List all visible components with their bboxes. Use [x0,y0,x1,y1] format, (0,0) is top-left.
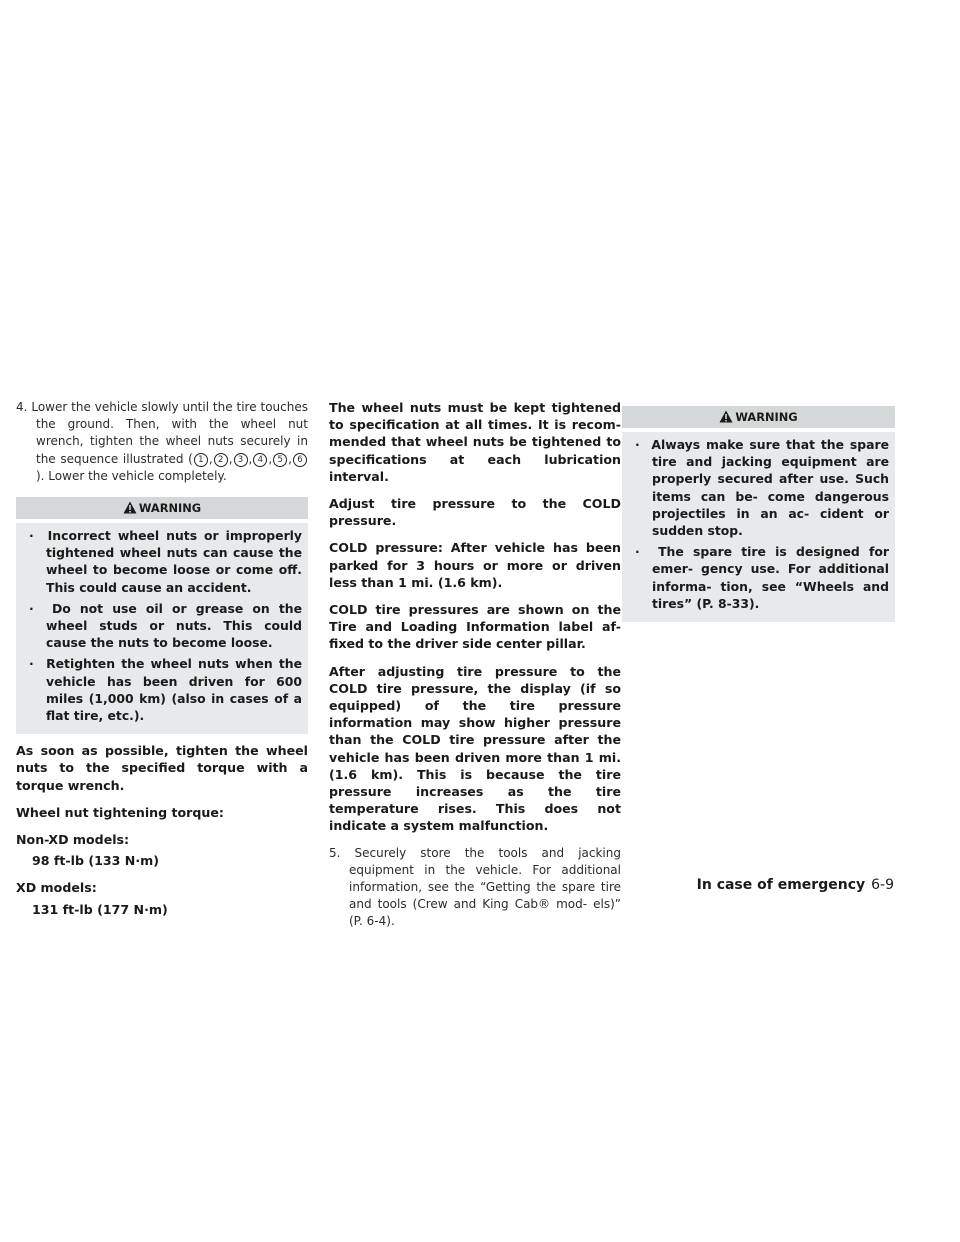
column-2 [329,399,621,941]
nonxd-label: Non-XD models: [16,832,130,848]
circled-number-icon: 6 [293,453,307,467]
column-1 [16,399,308,928]
circled-number-icon: 5 [273,453,287,467]
warning-triangle-icon [719,410,733,423]
warning-item: · Incorrect wheel nuts or improperly tightened wheel nuts can cause the wheel to become loose or come off. This could cause an accident. [29,528,302,595]
xd-label: XD models: [16,880,97,896]
warning-header: WARNING [16,497,308,519]
xd-value: 131 ft-lb (177 N·m) [32,901,168,917]
bullet-icon: · [635,544,659,560]
circled-number-icon: 1 [194,453,208,467]
warning-item: · Do not use oil or grease on the wheel studs or nuts. This could cause the nuts to become loose. [29,600,302,651]
column-3 [622,399,895,622]
step-4: 4. Lower the vehicle slowly until the tire touches the ground. Then, with the wheel nut wrench, tighten the wheel nuts securely in the sequence illustrated ( 1 , 2 , 3 , 4 , 5 , 6). Lower the vehicle completely. [16,400,308,483]
warning-item: · Always make sure that the spare tire and jacking equipment are properly secured after use. Such items can be- come dangerous projectiles in an ac- cident or sudden stop. [635,437,889,539]
torque-intro: As soon as possible, tighten the wheel nuts to the specified torque with a torque wrench. [16,743,308,793]
circled-number-icon: 4 [253,453,267,467]
warning-body [622,432,895,622]
paragraph-display-note: After adjusting tire pressure to the COLD tire pressure, the display (if so equipped) of the tire pressure information may show higher pressure than the COLD tire pressure after the vehicle has been driven more than 1 mi. (1.6 km). This is because the tire pressure increases as the tire temperature rises. This does not indicate a system malfunction. [329,663,621,834]
torque-label: Wheel nut tightening torque: [16,804,224,820]
bullet-icon: · [29,656,47,672]
page-number: 6-9 [871,877,894,893]
warning-item: · Retighten the wheel nuts when the vehicle has been driven for 600 miles (1,000 km) (also in cases of a flat tire, etc.). [29,656,302,724]
warning-item: · The spare tire is designed for emer- gency use. For additional informa- tion, see “Wheels and tires” (P. 8-33). [635,544,890,611]
nonxd-value: 98 ft-lb (133 N·m) [32,853,159,869]
bullet-icon: · [635,437,652,452]
paragraph-tightened: The wheel nuts must be kept tightened to specification at all times. It is recom- mended that wheel nuts be tightened to specifications at each lubrication interval. [329,400,621,484]
footer-section: In case of emergency [696,877,866,893]
warning-header: WARNING [622,406,895,428]
bullet-icon: · [29,600,52,616]
paragraph-adjust-pressure: Adjust tire pressure to the COLD pressure. [329,496,621,529]
bullet-icon: · [29,528,48,544]
circled-number-icon: 2 [214,453,228,467]
step-5: 5. Securely store the tools and jacking equipment in the vehicle. For additional information, see the “Getting the spare tire and tools (Crew and King Cab® mod- els)” (P. 6-4). [329,845,621,929]
paragraph-cold-pressure: COLD pressure: After vehicle has been parked for 3 hours or more or driven less than 1 mi. (1.6 km). [329,540,621,590]
page-footer [697,877,894,893]
warning-body [16,523,308,734]
warning-triangle-icon [123,501,137,514]
paragraph-cold-label: COLD tire pressures are shown on the Tire and Loading Information label af- fixed to the driver side center pillar. [329,602,621,652]
circled-number-icon: 3 [234,453,248,467]
